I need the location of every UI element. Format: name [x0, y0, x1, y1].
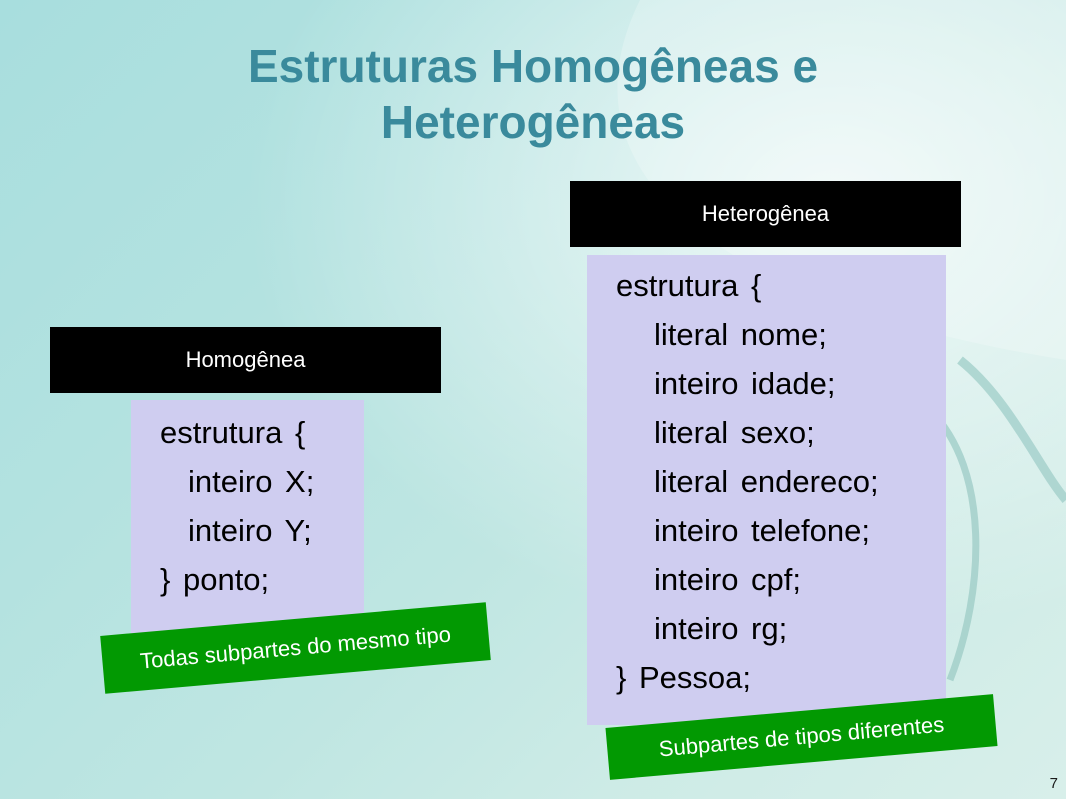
homogeneous-code-block: [131, 400, 364, 640]
homogeneous-label: Homogênea: [50, 327, 441, 393]
code-line: } Pessoa;: [616, 660, 751, 695]
homogeneous-note: Todas subpartes do mesmo tipo: [100, 602, 491, 694]
heterogeneous-label: Heterogênea: [570, 181, 961, 247]
code-line: inteiro idade;: [654, 366, 836, 401]
code-line: inteiro cpf;: [654, 562, 802, 597]
code-line: inteiro X;: [188, 464, 315, 499]
code-line: literal endereco;: [654, 464, 879, 499]
code-line: estrutura {: [160, 415, 306, 450]
slide-title-line-2: Heterogêneas: [380, 96, 686, 148]
heterogeneous-code-block: [587, 255, 946, 725]
code-line: literal sexo;: [654, 415, 815, 450]
code-line: inteiro rg;: [654, 611, 788, 646]
code-line: estrutura {: [616, 268, 762, 303]
code-line: } ponto;: [160, 562, 270, 597]
page-number: 7: [1049, 775, 1058, 792]
heterogeneous-note: Subpartes de tipos diferentes: [605, 694, 997, 780]
code-line: inteiro Y;: [188, 513, 312, 548]
code-line: inteiro telefone;: [654, 513, 870, 548]
code-line: literal nome;: [654, 317, 827, 352]
slide-title: [133, 38, 933, 150]
slide-title-line-1: Estruturas Homogêneas e: [247, 40, 819, 92]
